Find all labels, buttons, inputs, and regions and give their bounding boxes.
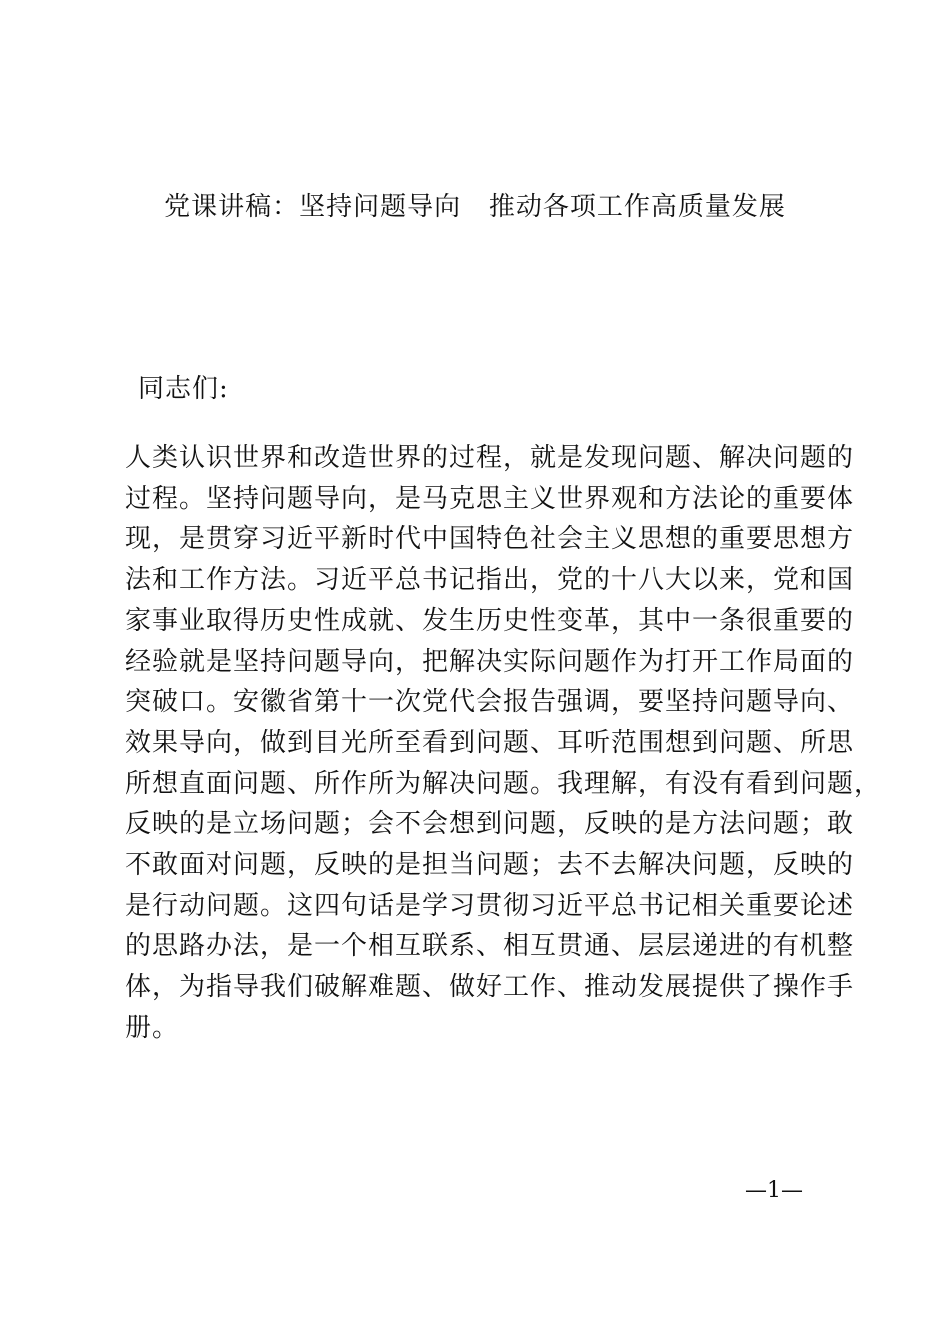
paragraph-line: 法和工作方法。习近平总书记指出，党的十八大以来，党和国 <box>125 565 855 596</box>
paragraph-line: 是行动问题。这四句话是学习贯彻习近平总书记相关重要论述 <box>125 890 855 921</box>
paragraph-line: 突破口。安徽省第十一次党代会报告强调，要坚持问题导向、 <box>125 687 855 718</box>
greeting: 同志们: <box>138 374 229 404</box>
paragraph-line: 不敢面对问题，反映的是担当问题；去不去解决问题，反映的 <box>125 850 855 881</box>
paragraph-line: 体，为指导我们破解难题、做好工作、推动发展提供了操作手 <box>125 972 855 1003</box>
page-number: —1— <box>745 1178 803 1203</box>
paragraph-line: 册。 <box>125 1012 180 1043</box>
paragraph-line: 过程。坚持问题导向，是马克思主义世界观和方法论的重要体 <box>125 483 855 514</box>
paragraph-line: 所想直面问题、所作所为解决问题。我理解，有没有看到问题， <box>125 768 882 799</box>
paragraph-line: 效果导向，做到目光所至看到问题、耳听范围想到问题、所思 <box>125 727 855 758</box>
paragraph-line: 家事业取得历史性成就、发生历史性变革，其中一条很重要的 <box>125 605 855 636</box>
paragraph-line: 现，是贯穿习近平新时代中国特色社会主义思想的重要思想方 <box>125 524 855 555</box>
document-title: 党课讲稿：坚持问题导向 推动各项工作高质量发展 <box>164 192 786 222</box>
paragraph-line: 经验就是坚持问题导向，把解决实际问题作为打开工作局面的 <box>125 646 855 677</box>
body-paragraph <box>125 438 882 1049</box>
paragraph-line: 的思路办法，是一个相互联系、相互贯通、层层递进的有机整 <box>125 931 855 962</box>
paragraph-line: 人类认识世界和改造世界的过程，就是发现问题、解决问题的 <box>125 443 855 473</box>
paragraph-line: 反映的是立场问题；会不会想到问题，反映的是方法问题；敢 <box>125 809 855 840</box>
